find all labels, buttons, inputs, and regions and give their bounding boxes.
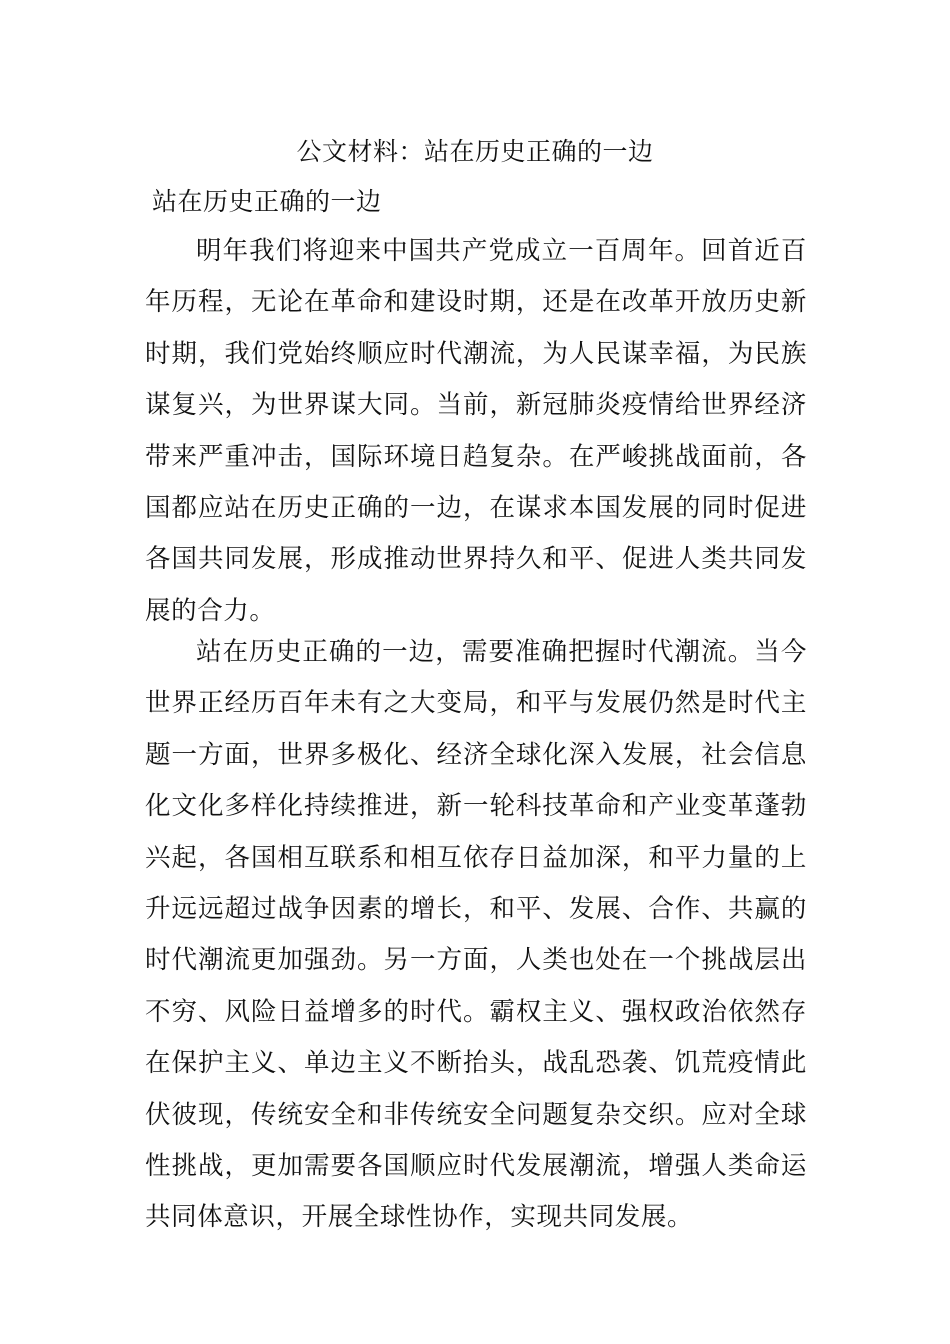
paragraph-1: 明年我们将迎来中国共产党成立一百周年。回首近百年历程，无论在革命和建设时期，还是在改革开放历史新时期，我们党始终顺应时代潮流，为人民谋幸福，为民族谋复兴，为世界谋大同。当前，新冠肺炎疫情给世界经济带来严重冲击，国际环境日趋复杂。在严峻挑战面前，各国都应站在历史正确的一边，在谋求本国发展的同时促进各国共同发展，形成推动世界持久和平、促进人类共同发展的合力。 (145, 236, 807, 626)
paragraph-2: 站在历史正确的一边，需要准确把握时代潮流。当今世界正经历百年未有之大变局，和平与发展仍然是时代主题一方面，世界多极化、经济全球化深入发展，社会信息化文化多样化持续推进，新一轮科技革命和产业变革蓬勃兴起，各国相互联系和相互依存日益加深，和平力量的上升远远超过战争因素的增长，和平、发展、合作、共赢的时代潮流更加强劲。另一方面，人类也处在一个挑战层出不穷、风险日益增多的时代。霸权主义、强权政治依然存在保护主义、单边主义不断抬头，战乱恐袭、饥荒疫情此伏彼现，传统安全和非传统安全问题复杂交织。应对全球性挑战，更加需要各国顺应时代发展潮流，增强人类命运共同体意识，开展全球性协作，实现共同发展。 (145, 637, 807, 1233)
document-subtitle: 站在历史正确的一边 (152, 187, 382, 216)
document-title: 公文材料：站在历史正确的一边 (296, 137, 654, 166)
